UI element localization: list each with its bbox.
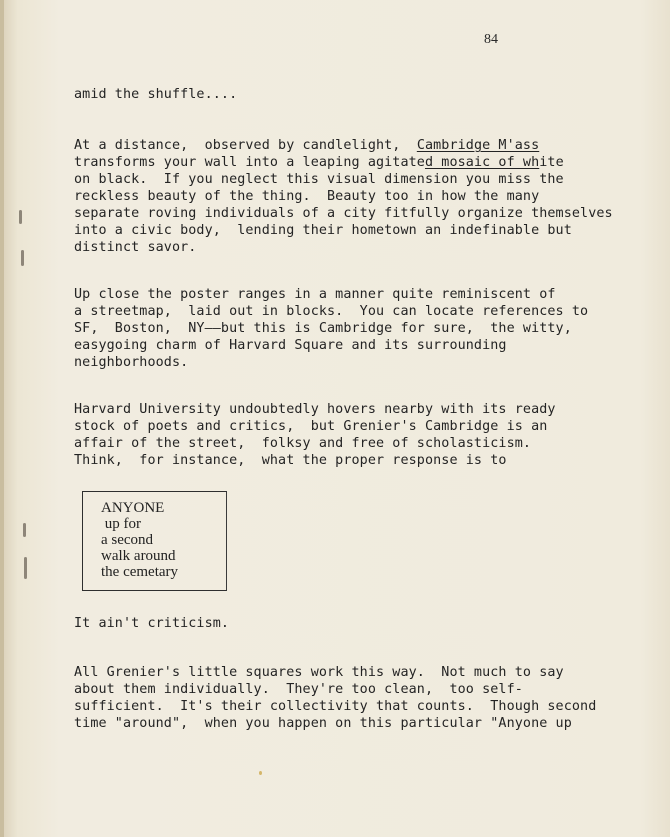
text-line: a streetmap, laid out in blocks. You can locate references to <box>74 304 589 319</box>
binding-hole <box>19 210 22 224</box>
paper-speck <box>259 771 262 775</box>
text-line: into a civic body, lending their hometown an indefinable but <box>74 223 572 238</box>
poem-line: walk around <box>101 548 176 564</box>
page-number: 84 <box>484 32 498 47</box>
binding-hole <box>21 250 24 266</box>
text-line: on black. If you neglect this visual dimension you miss the <box>74 172 564 187</box>
underlined-text: d mosaic of wh <box>424 155 540 170</box>
text-line: neighborhoods. <box>74 355 189 370</box>
text-line: All Grenier's little squares work this way. Not much to say <box>74 665 564 680</box>
binding-edge <box>0 0 4 837</box>
poem-line: a second <box>101 532 154 548</box>
text-line <box>74 154 564 171</box>
text-line: Up close the poster ranges in a manner quite reminiscent of <box>74 287 556 302</box>
text-line: reckless beauty of the thing. Beauty too in how the many <box>74 189 540 204</box>
text-line: about them individually. They're too clean, too self- <box>74 682 523 697</box>
text-segment: transforms your wall into a leaping agitate <box>74 155 425 170</box>
text-line: stock of poets and critics, but Grenier's Cambridge is an <box>74 419 548 434</box>
binding-hole <box>23 523 26 537</box>
text-line: amid the shuffle.... <box>74 87 238 102</box>
text-segment: At a distance, observed by candlelight, <box>74 138 417 153</box>
text-line: easygoing charm of Harvard Square and its surrounding <box>74 338 507 353</box>
poem-line: up for <box>101 516 141 532</box>
text-line: SF, Boston, NY——but this is Cambridge for sure, the witty, <box>74 321 572 336</box>
binding-hole <box>24 557 27 579</box>
text-line: Harvard University undoubtedly hovers nearby with its ready <box>74 402 556 417</box>
text-line: It ain't criticism. <box>74 616 230 631</box>
poem-line: ANYONE <box>101 500 165 516</box>
poem-line: the cemetary <box>101 564 179 580</box>
text-line: separate roving individuals of a city fitfully organize themselves <box>74 206 613 221</box>
text-line: distinct savor. <box>74 240 197 255</box>
text-line: affair of the street, folksy and free of scholasticism. <box>74 436 532 451</box>
text-line: sufficient. It's their collectivity that counts. Though second <box>74 699 597 714</box>
text-line <box>74 137 539 154</box>
underlined-title: Cambridge M'ass <box>416 138 540 153</box>
text-segment: ite <box>539 155 564 170</box>
text-line: time "around", when you happen on this particular "Anyone up <box>74 716 572 731</box>
text-line: Think, for instance, what the proper response is to <box>74 453 507 468</box>
